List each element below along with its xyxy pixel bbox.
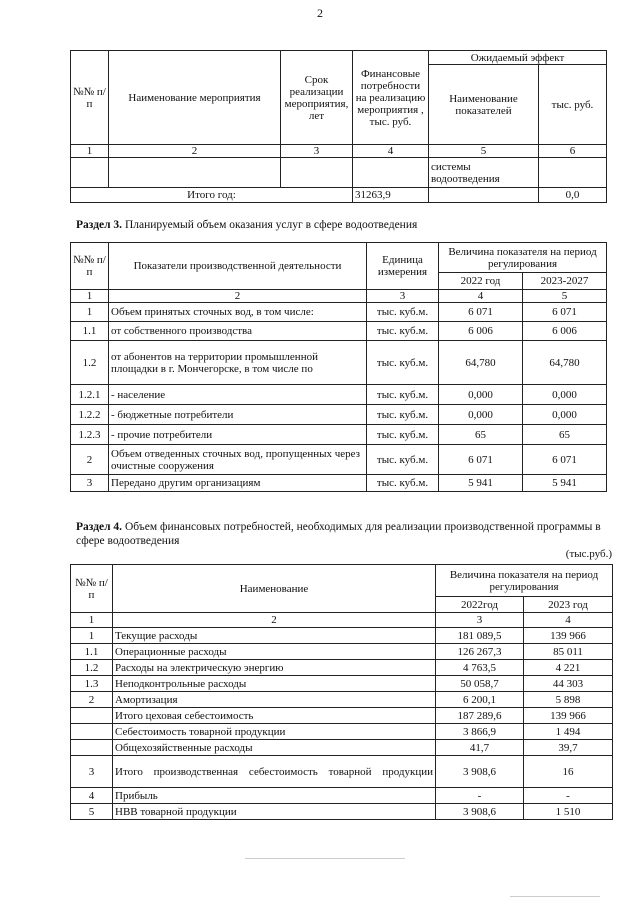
table-row bbox=[71, 425, 607, 445]
measures-table bbox=[70, 50, 607, 203]
row-unit: тыс. куб.м. bbox=[367, 445, 439, 475]
table-row bbox=[71, 445, 607, 475]
header-year2: 2023 год bbox=[524, 597, 613, 613]
col-number: 4 bbox=[524, 613, 613, 628]
row-num: 2 bbox=[71, 445, 109, 475]
row-name: - прочие потребители bbox=[109, 425, 367, 445]
table-row bbox=[71, 804, 613, 820]
section4-heading bbox=[76, 520, 616, 548]
row-name: Итого производственная себестоимость товарной продукции bbox=[113, 756, 436, 788]
col-number: 1 bbox=[71, 290, 109, 303]
row-num: 3 bbox=[71, 756, 113, 788]
row-name: Неподконтрольные расходы bbox=[113, 676, 436, 692]
row-value-2023-2027: 5 941 bbox=[523, 475, 607, 492]
col-number: 2 bbox=[113, 613, 436, 628]
table-row bbox=[71, 724, 613, 740]
row-name: от собственного производства bbox=[109, 322, 367, 341]
table-row bbox=[71, 644, 613, 660]
header-name: Наименование bbox=[113, 565, 436, 613]
header-value: Величина показателя на период регулирования bbox=[436, 565, 613, 597]
row-value-2023-2027: 6 071 bbox=[523, 303, 607, 322]
row-value-2022: - bbox=[436, 788, 524, 804]
header-year1: 2022 год bbox=[439, 273, 523, 290]
row-value-2022: 0,000 bbox=[439, 405, 523, 425]
row-name: Итого цеховая себестоимость bbox=[113, 708, 436, 724]
scan-mark bbox=[245, 858, 405, 859]
row-num: 1.1 bbox=[71, 644, 113, 660]
row-value-2023: 5 898 bbox=[524, 692, 613, 708]
total-label: Итого год: bbox=[71, 188, 353, 203]
row-num bbox=[71, 740, 113, 756]
row-value-2023: 139 966 bbox=[524, 628, 613, 644]
row-num: 1.3 bbox=[71, 676, 113, 692]
table-row bbox=[71, 660, 613, 676]
row-num: 1.2.3 bbox=[71, 425, 109, 445]
row-name: Амортизация bbox=[113, 692, 436, 708]
finance-table bbox=[70, 564, 613, 820]
row-num bbox=[71, 724, 113, 740]
row-value-2022: 181 089,5 bbox=[436, 628, 524, 644]
services-table bbox=[70, 242, 607, 492]
row-value-2022: 5 941 bbox=[439, 475, 523, 492]
row-value-2022: 126 267,3 bbox=[436, 644, 524, 660]
row-name: НВВ товарной продукции bbox=[113, 804, 436, 820]
row-value-2023: - bbox=[524, 788, 613, 804]
row-num: 1.2.1 bbox=[71, 385, 109, 405]
table-row bbox=[71, 708, 613, 724]
row-value-2023-2027: 64,780 bbox=[523, 341, 607, 385]
row-value-2023: 139 966 bbox=[524, 708, 613, 724]
header-name: Наименование мероприятия bbox=[109, 51, 281, 145]
header-effect: Ожидаемый эффект bbox=[429, 51, 607, 65]
col-number: 4 bbox=[353, 145, 429, 158]
table-row bbox=[71, 405, 607, 425]
row-name: от абонентов на территории промышленной площадки в г. Мончегорске, в том числе по bbox=[109, 341, 367, 385]
unit-note: (тыс.руб.) bbox=[565, 548, 612, 560]
table-row bbox=[71, 628, 613, 644]
table-row bbox=[71, 341, 607, 385]
row-value-2023-2027: 0,000 bbox=[523, 385, 607, 405]
row-value-2022: 187 289,6 bbox=[436, 708, 524, 724]
row-value-2023: 85 011 bbox=[524, 644, 613, 660]
row-value-2022: 4 763,5 bbox=[436, 660, 524, 676]
row-num: 3 bbox=[71, 475, 109, 492]
table-row bbox=[71, 788, 613, 804]
row-num: 2 bbox=[71, 692, 113, 708]
row-value-2023: 39,7 bbox=[524, 740, 613, 756]
row-unit: тыс. куб.м. bbox=[367, 425, 439, 445]
header-indicators: Показатели производственной деятельности bbox=[109, 243, 367, 290]
row-value-2022: 41,7 bbox=[436, 740, 524, 756]
section4-label: Раздел 4. bbox=[76, 521, 123, 533]
row-name: Расходы на электрическую энергию bbox=[113, 660, 436, 676]
row-name: Текущие расходы bbox=[113, 628, 436, 644]
row-num: 1.2 bbox=[71, 341, 109, 385]
row-value-2023-2027: 6 006 bbox=[523, 322, 607, 341]
row-cont-text: системы водоотведения bbox=[429, 158, 539, 188]
total-finance: 31263,9 bbox=[353, 188, 429, 203]
row-value-2022: 3 908,6 bbox=[436, 756, 524, 788]
row-name: Прибыль bbox=[113, 788, 436, 804]
table-row bbox=[71, 756, 613, 788]
table-row bbox=[71, 385, 607, 405]
col-number: 6 bbox=[539, 145, 607, 158]
row-num: 1.1 bbox=[71, 322, 109, 341]
row-value-2022: 6 200,1 bbox=[436, 692, 524, 708]
header-finance: Финансовые потребности на реализацию мероприятия , тыс. руб. bbox=[353, 51, 429, 145]
row-unit: тыс. куб.м. bbox=[367, 385, 439, 405]
table-row bbox=[71, 676, 613, 692]
row-value-2022: 3 908,6 bbox=[436, 804, 524, 820]
table-row bbox=[71, 692, 613, 708]
col-number: 4 bbox=[439, 290, 523, 303]
section3-heading bbox=[76, 218, 606, 232]
row-value-2023-2027: 65 bbox=[523, 425, 607, 445]
row-value-2023: 44 303 bbox=[524, 676, 613, 692]
scan-mark bbox=[510, 896, 600, 897]
row-value-2022: 64,780 bbox=[439, 341, 523, 385]
col-number: 2 bbox=[109, 145, 281, 158]
row-name: Операционные расходы bbox=[113, 644, 436, 660]
row-name: Объем отведенных сточных вод, пропущенных через очистные сооружения bbox=[109, 445, 367, 475]
row-value-2022: 6 071 bbox=[439, 445, 523, 475]
table-row bbox=[71, 740, 613, 756]
col-number: 2 bbox=[109, 290, 367, 303]
row-num: 1 bbox=[71, 628, 113, 644]
row-num: 1 bbox=[71, 303, 109, 322]
header-indicators: Наименование показателей bbox=[429, 65, 539, 145]
row-value-2022: 0,000 bbox=[439, 385, 523, 405]
section3-title: Планируемый объем оказания услуг в сфере водоотведения bbox=[124, 219, 418, 231]
row-value-2022: 65 bbox=[439, 425, 523, 445]
row-unit: тыс. куб.м. bbox=[367, 405, 439, 425]
row-value-2022: 6 071 bbox=[439, 303, 523, 322]
row-num: 1.2 bbox=[71, 660, 113, 676]
col-number: 3 bbox=[436, 613, 524, 628]
row-unit: тыс. куб.м. bbox=[367, 341, 439, 385]
row-name: Объем принятых сточных вод, в том числе: bbox=[109, 303, 367, 322]
row-value-2023-2027: 6 071 bbox=[523, 445, 607, 475]
col-number: 5 bbox=[523, 290, 607, 303]
row-num: 5 bbox=[71, 804, 113, 820]
page-number: 2 bbox=[317, 6, 323, 20]
row-unit: тыс. куб.м. bbox=[367, 322, 439, 341]
row-name: - бюджетные потребители bbox=[109, 405, 367, 425]
header-thousand: тыс. руб. bbox=[539, 65, 607, 145]
header-year2: 2023-2027 bbox=[523, 273, 607, 290]
header-unit: Единица измерения bbox=[367, 243, 439, 290]
row-num: 4 bbox=[71, 788, 113, 804]
header-value: Величина показателя на период регулирования bbox=[439, 243, 607, 273]
header-num: №№ п/п bbox=[71, 565, 113, 613]
row-num bbox=[71, 708, 113, 724]
header-num: №№ п/п bbox=[71, 51, 109, 145]
header-term: Срок реализации мероприятия, лет bbox=[281, 51, 353, 145]
col-number: 3 bbox=[367, 290, 439, 303]
table-row bbox=[71, 303, 607, 322]
row-name: Себестоимость товарной продукции bbox=[113, 724, 436, 740]
row-value-2022: 3 866,9 bbox=[436, 724, 524, 740]
row-unit: тыс. куб.м. bbox=[367, 475, 439, 492]
row-num: 1.2.2 bbox=[71, 405, 109, 425]
row-unit: тыс. куб.м. bbox=[367, 303, 439, 322]
row-value-2023: 16 bbox=[524, 756, 613, 788]
row-value-2023-2027: 0,000 bbox=[523, 405, 607, 425]
row-name: Передано другим организациям bbox=[109, 475, 367, 492]
row-value-2022: 50 058,7 bbox=[436, 676, 524, 692]
col-number: 1 bbox=[71, 613, 113, 628]
section3-label: Раздел 3. bbox=[76, 219, 123, 231]
col-number: 1 bbox=[71, 145, 109, 158]
row-value-2023: 4 221 bbox=[524, 660, 613, 676]
col-number: 5 bbox=[429, 145, 539, 158]
total-effect: 0,0 bbox=[539, 188, 607, 203]
table-row bbox=[71, 475, 607, 492]
header-year1: 2022год bbox=[436, 597, 524, 613]
header-num: №№ п/п bbox=[71, 243, 109, 290]
table-row bbox=[71, 322, 607, 341]
row-value-2022: 6 006 bbox=[439, 322, 523, 341]
row-name: Общехозяйственные расходы bbox=[113, 740, 436, 756]
row-value-2023: 1 510 bbox=[524, 804, 613, 820]
row-value-2023: 1 494 bbox=[524, 724, 613, 740]
col-number: 3 bbox=[281, 145, 353, 158]
row-name: - население bbox=[109, 385, 367, 405]
section4-title: Объем финансовых потребностей, необходимых для реализации производственной программы в сфере водоотведения bbox=[76, 521, 601, 547]
